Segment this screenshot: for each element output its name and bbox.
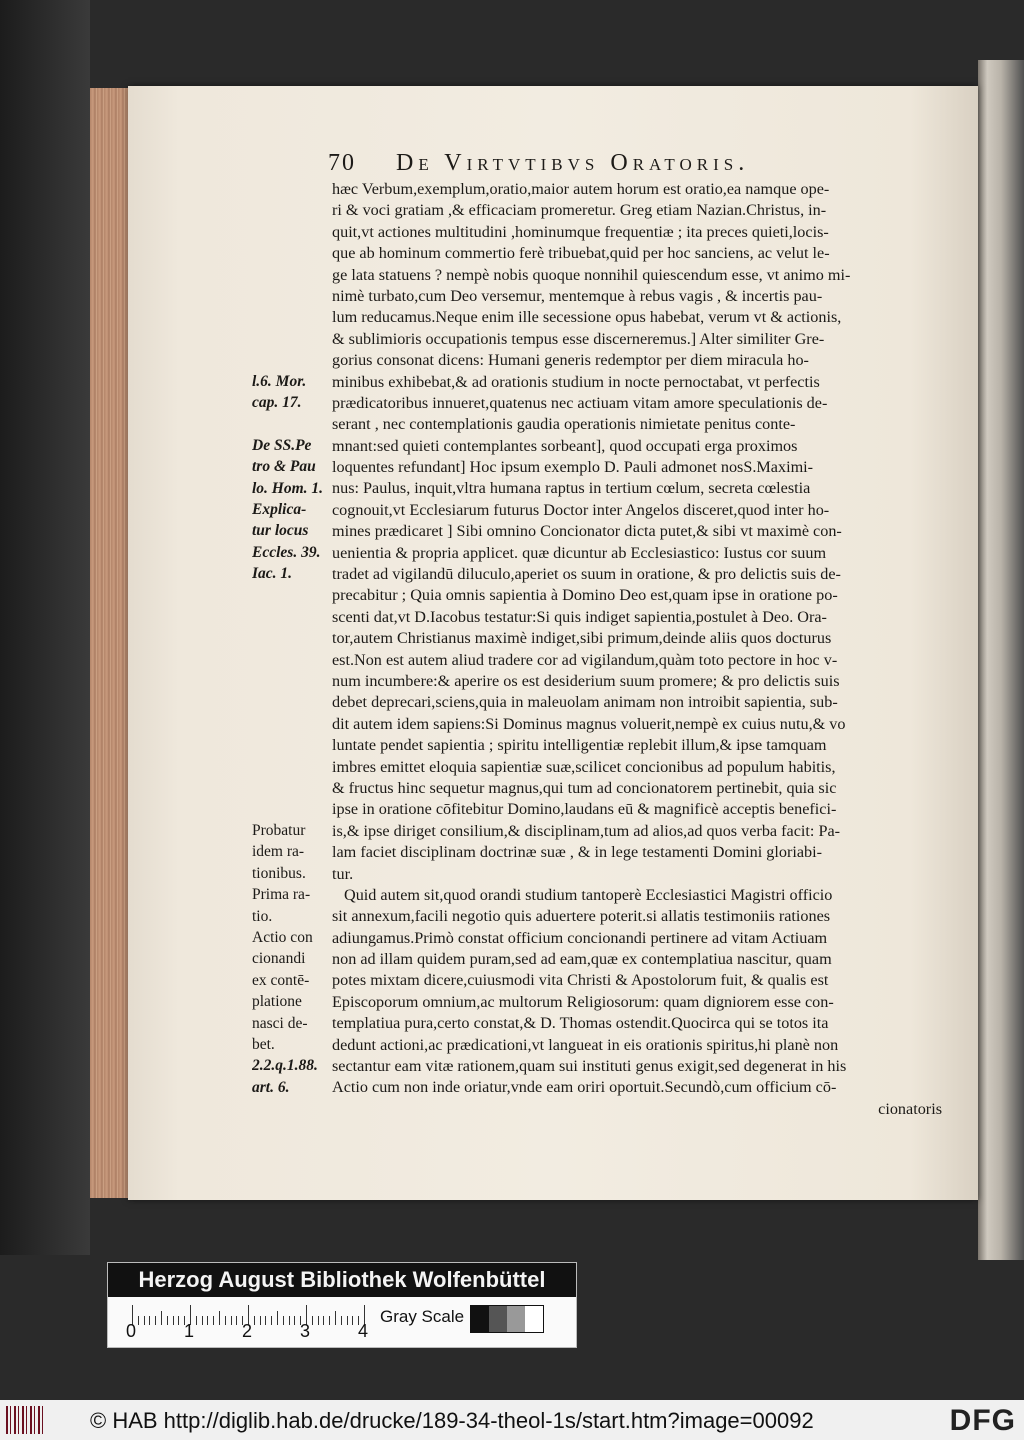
text-line: serant , nec contemplationis gaudia operationis nimietate penitus conte-: [332, 415, 796, 434]
gray-swatch: [525, 1306, 543, 1332]
ruler-tick: [231, 1316, 232, 1325]
running-title: De Virtvtibvs Oratoris.: [396, 150, 750, 176]
margin-note: bet.: [252, 1036, 275, 1053]
ruler-number: 1: [184, 1321, 195, 1341]
ruler-tick: [347, 1316, 348, 1325]
text-line: cognouit,vt Ecclesiarum futurus Doctor inter Angelos disceret,quod inter ho-: [332, 500, 830, 519]
text-line: & sublimioris occupationis tempus esse discerneremus.] Alter similiter Gre-: [332, 329, 825, 348]
margin-note: Iac. 1.: [252, 565, 293, 583]
text-line: Episcoporum omnium,ac multorum Religiosorum: quam digniorem esse con-: [332, 992, 834, 1011]
ruler-tick: [196, 1316, 197, 1325]
ruler-tick: [323, 1316, 324, 1325]
dfg-logo: DFG: [949, 1404, 1016, 1437]
text-line: is,& ipse diriget consilium,& disciplinam,tum ad alios,ad quos verba facit: Pa-: [332, 821, 841, 840]
text-line: que ab hominum commertio ferè tribuebat,quid per hoc sanciens, ac velut le-: [332, 244, 830, 263]
ruler-tick: [277, 1311, 278, 1325]
ruler-tick: [219, 1311, 220, 1325]
margin-note: De SS.Pe: [252, 436, 312, 454]
ruler-number: 2: [242, 1321, 253, 1341]
margin-note: Explica-: [252, 501, 307, 518]
text-line: mines prædicaret ] Sibi omnino Concionator dicta putet,& sibi vt maximè con-: [332, 522, 842, 541]
text-line: est.Non est autem aliud tradere cor ad vigilandum,quàm toto pectore in hoc v-: [332, 650, 838, 669]
ruler-tick: [254, 1316, 255, 1325]
margin-note: cap. 17.: [252, 394, 302, 411]
text-line: & fructus hinc sequetur magnus,qui tum ad concionatorem pertinebit, quia sic: [332, 778, 837, 797]
margin-note: Probatur: [252, 822, 306, 839]
margin-note: platione: [252, 993, 302, 1011]
viewer-footer: [0, 1400, 1024, 1440]
ruler-tick: [236, 1316, 237, 1325]
text-line: quit,vt actiones multitudini ,hominumque frequentiæ ; ita preces quieti,locis-: [332, 222, 829, 241]
ruler-tick: [202, 1316, 203, 1325]
text-line: gorius consonat dicens: Humani generis redemptor per diem miracula ho-: [332, 351, 809, 370]
scan-background-right: [978, 60, 1024, 1260]
copyright-link[interactable]: © HAB http://diglib.hab.de/drucke/189-34-theol-1s/start.htm?image=00092: [90, 1408, 814, 1433]
ruler-tick: [260, 1316, 261, 1325]
page-edges: [90, 88, 129, 1198]
margin-note: tro & Pau: [252, 458, 316, 476]
ruler-tick: [289, 1316, 290, 1325]
ruler-number: 4: [358, 1321, 369, 1341]
text-line: scenti dat,vt D.Iacobus testatur:Si quis indiget sapientia,postulet à Deo. Ora-: [332, 607, 827, 626]
text-line: dedunt actioni,ac prædicationi,vt langueat in eis orationis spiritus,hi planè non: [332, 1035, 839, 1054]
text-line: tradet ad vigilandū diluculo,aperiet os suum in oratione, & pro delictis suis de-: [332, 565, 841, 584]
margin-note: idem ra-: [252, 843, 305, 861]
text-line: mnant:sed quieti contemplantes sorbeant], quod occupati erga proximos: [332, 436, 798, 455]
gray-scale-swatches: [470, 1305, 544, 1333]
text-line: lum reducamus.Neque enim ille secessione opus habebat, verum vt & actionis,: [332, 308, 842, 327]
ruler-tick: [271, 1316, 272, 1325]
ruler-number: 3: [300, 1321, 311, 1341]
text-line: Actio cum non inde oriatur,vnde eam oriri oportuit.Secundò,cum officium cō-: [332, 1078, 837, 1097]
text-line: tur.: [332, 864, 354, 883]
ruler-tick: [167, 1316, 168, 1325]
text-line: prædicatoribus innueret,quatenus nec actiuam vitam amore speculationis de-: [332, 393, 828, 412]
ruler-tick: [294, 1316, 295, 1325]
text-line: ge lata statuens ? nempè nobis quoque nonnihil quiescendum esse, vt animo mi-: [332, 265, 851, 284]
margin-note: Prima ra-: [252, 886, 311, 904]
ruler-tick: [341, 1316, 342, 1325]
ruler-tick: [335, 1311, 336, 1325]
text-line: potes mixtam dicere,cuiusmodi vita Christi & Apostolorum fuit, & qualis est: [332, 971, 829, 990]
gray-swatch: [489, 1306, 507, 1332]
margin-note: lo. Hom. 1.: [252, 479, 324, 497]
margin-note: art. 6.: [252, 1078, 290, 1096]
text-line: ipse in oratione cōfitebitur Domino,laudans eū & magnificè acceptis benefici-: [332, 800, 837, 819]
text-line: templatiua pura,certo constat,& D. Thomas ostendit.Quocirca qui se totos ita: [332, 1014, 829, 1033]
text-line: sectantur eam vitæ rationem,quam sui instituti genus exigit,sed degenerat in his: [332, 1057, 847, 1076]
text-line: debet deprecari,sciens,quia in maleuolam animam non introibit sapientia, sub-: [332, 693, 838, 712]
margin-note: tio.: [252, 907, 273, 925]
text-line: imbres emittet eloquia sapientiæ suæ,scilicet concionibus ad populum habitis,: [332, 757, 836, 776]
ruler-tick: [178, 1316, 179, 1325]
text-line: sit annexum,facili negotio quis aduertere poterit.si allatis testimoniis rationes: [332, 907, 831, 926]
ruler-tick: [265, 1316, 266, 1325]
hab-logo-icon: [6, 1406, 46, 1434]
ruler-tick: [329, 1316, 330, 1325]
text-line: precabitur ; Quia omnis sapientia à Domino Deo est,quam ipse in oratione po-: [332, 586, 838, 605]
text-line: uenientia & propria applicet. quæ dicuntur ab Ecclesiastico: Iustus cor suum: [332, 543, 827, 562]
margin-note: tur locus: [252, 522, 309, 540]
ruler-tick: [149, 1316, 150, 1325]
text-line: cionatoris: [878, 1099, 942, 1118]
text-line: lam faciet disciplinam doctrinæ suæ , & in lege testamenti Domini gloriabi-: [332, 843, 823, 862]
ruler-tick: [352, 1316, 353, 1325]
gray-scale-label: Gray Scale: [380, 1307, 465, 1326]
text-line: num incumbere:& aperire os est desiderium suum promere; & pro delictis suis: [332, 671, 840, 690]
margin-note: Actio con: [252, 929, 313, 946]
page-header: [328, 150, 893, 180]
text-line: nus: Paulus, inquit,vltra humana raptus in tertium cœlum, secreta cœlestia: [332, 479, 811, 498]
hab-color-card: [107, 1262, 577, 1348]
ruler-tick: [213, 1316, 214, 1325]
ruler-tick: [225, 1316, 226, 1325]
ruler-tick: [312, 1316, 313, 1325]
body-text: [332, 179, 942, 1120]
ruler-tick: [138, 1316, 139, 1325]
gray-swatch: [507, 1306, 525, 1332]
scan-background-left: [0, 0, 90, 1255]
text-line: dit autem idem sapiens:Si Dominus magnus voluerit,nempè ex cuius nutu,& vo: [332, 714, 846, 733]
text-line: loquentes refundant] Hoc ipsum exemplo D. Pauli admonet nosS.Maximi-: [332, 458, 814, 477]
text-line: luntate pendet sapientia ; spiritu intelligentiæ replebit illum,& ipse tamquam: [332, 736, 827, 755]
text-line: nimè turbato,cum Deo versemur, mentemque à rebus vagis , & incertis pau-: [332, 286, 823, 305]
hab-card-title: Herzog August Bibliothek Wolfenbüttel: [108, 1263, 576, 1297]
margin-note: l.6. Mor.: [252, 372, 307, 390]
ruler-tick: [283, 1316, 284, 1325]
text-line: Quid autem sit,quod orandi studium tantoperè Ecclesiastici Magistri officio: [344, 885, 833, 904]
margin-note: Eccles. 39.: [252, 543, 321, 561]
ruler-tick: [173, 1316, 174, 1325]
text-line: hæc Verbum,exemplum,oratio,maior autem horum est oratio,ea namque ope-: [332, 180, 830, 198]
margin-note: ex contē-: [252, 971, 310, 989]
text-line: adiungamus.Primò constat officium concionandi pertinere ad vitam Actiuam: [332, 928, 828, 947]
text-line: non ad illam quidem puram,sed ad eam,quæ ex contemplatiua nascitur, quam: [332, 950, 832, 969]
ruler-tick: [155, 1316, 156, 1325]
ruler-tick: [161, 1311, 162, 1325]
text-line: ri & voci gratiam ,& efficaciam promeretur. Greg etiam Nazian.Christus, in-: [332, 201, 827, 220]
margin-note: tionibus.: [252, 864, 306, 882]
margin-note: nasci de-: [252, 1014, 308, 1032]
page-number: 70: [328, 150, 356, 176]
text-line: tor,autem Christianus maximè indiget,sibi primum,deinde aliis quos docturus: [332, 629, 832, 648]
ruler-tick: [207, 1316, 208, 1325]
ruler-tick: [144, 1316, 145, 1325]
margin-note: 2.2.q.1.88.: [252, 1057, 318, 1075]
text-line: minibus exhibebat,& ad orationis studium in nocte pernoctabat, vt perfectis: [332, 372, 820, 391]
ruler-tick: [318, 1316, 319, 1325]
gray-swatch: [471, 1306, 489, 1332]
margin-note: cionandi: [252, 950, 306, 968]
ruler-number: 0: [126, 1321, 137, 1341]
